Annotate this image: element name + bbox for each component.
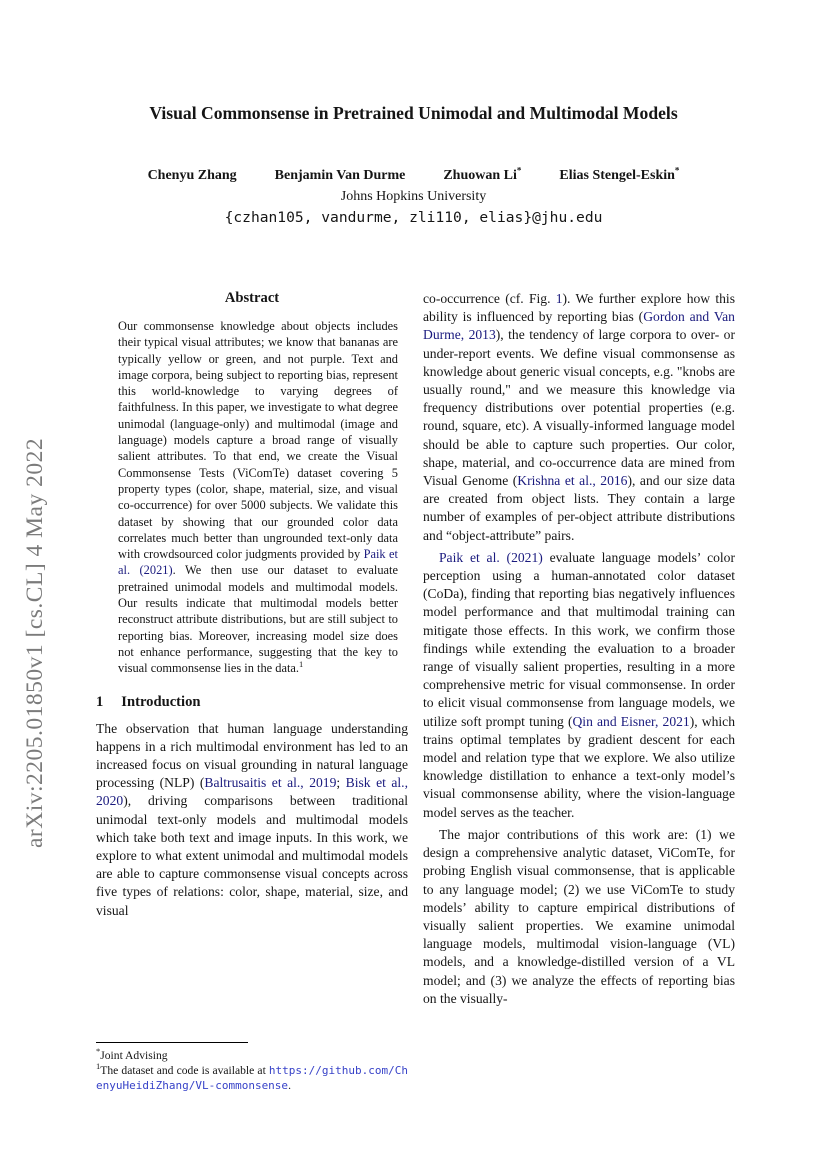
text-run: Our commonsense knowledge about objects includes their typical visual attributes; we know that bananas are typically yellow or green, and not purple. Text and image corpora, being subject to reporting bias, represent this world-knowledge to varying degrees of faithfulness. In this paper, we investigate to what degree unimodal (language-only) and multimodal (image and language) models capture a broad range of visually salient attributes. To that end, we create the Visual Commonsense Tests (ViComTe) dataset covering 5 property types (color, shape, material, size, and visual co-occurrence) for over 5000 subjects. We validate this dataset by showing that our grounded color data correlates much better than ungrounded text-only data with crowdsourced color judgments provided by [118, 319, 398, 562]
citation-link[interactable]: Baltrusaitis et al., 2019 [204, 775, 337, 791]
author-name [443, 165, 522, 184]
footnote-joint-advising [96, 1046, 408, 1064]
author-mark: * [516, 165, 522, 176]
citation-link[interactable]: Qin and Eisner, 2021 [572, 713, 690, 729]
author-name [275, 168, 406, 184]
author-emails: {czhan105, vandurme, zli110, elias}@jhu.edu [224, 209, 603, 226]
text-run: ), driving comparisons between traditional unimodal text-only models and multimodal models which take both text and image inputs. In this work, we explore to what extent unimodal and multimodal models are able to capture commonsense visual concepts across five types of relations: color, shape, material, size, and visual [96, 793, 408, 918]
author-text: Elias Stengel-Eskin [559, 168, 675, 183]
arxiv-watermark: arXiv:2205.01850v1 [cs.CL] 4 May 2022 [22, 437, 48, 848]
author-name [559, 165, 680, 184]
author-name [148, 168, 237, 184]
text-run: co-occurrence (cf. Fig. [423, 291, 556, 306]
section-number: 1 [96, 693, 104, 710]
abstract-text [96, 318, 408, 677]
right-paragraph-2 [423, 549, 735, 822]
citation-link[interactable]: Paik et al. (2021) [439, 549, 543, 565]
paper-header [48, 103, 779, 226]
paper-title: Visual Commonsense in Pretrained Unimodal and Multimodal Models [149, 103, 678, 123]
citation-link[interactable]: Gordon and Van Durme, 2013 [423, 309, 735, 343]
footnote-block [96, 1042, 408, 1093]
abstract-heading: Abstract [224, 290, 280, 306]
intro-paragraph-1 [96, 720, 408, 920]
text-run: . [288, 1078, 291, 1092]
footnote-rule [96, 1042, 248, 1043]
text-run: evaluate language models’ color perception using a human-annotated color dataset (CoDa), finding that reporting bias negatively influences model performance and that multimodal training can mitigate those effects. In this work, we confirm those findings while extending the evaluation to a broader range of visually salient properties, resulting in a more comprehensive metric for visual commonsense. In order to elicit visual commonsense from language models, we utilize soft prompt tuning ( [423, 549, 735, 729]
footnote-marker: * [96, 1046, 101, 1057]
author-list [48, 165, 779, 184]
citation-link[interactable]: Krishna et al., 2016 [517, 473, 628, 489]
text-run: The observation that human language understanding happens in a rich multimodal environment has led to an increased focus on visual grounding in natural language processing (NLP) ( [96, 720, 408, 791]
footnote-text [96, 1064, 408, 1092]
url-link[interactable]: https://github.com/ChenyuHeidiZhang/VL-commonsense [96, 1063, 408, 1092]
right-paragraph-1 [423, 290, 735, 545]
text-run: The major contributions of this work are: (1) we design a comprehensive analytic dataset, ViComTe, for probing English visual commonsense, that is applicable to any language model; (2) we use ViComTe to study models’ ability to capture empirical distributions of visually salient properties. We examine unimodal language models, multimodal vision-language (VL) models, and a knowledge-distilled version of a VL model; and (3) we analyze the effects of reporting bias on the visually- [423, 826, 735, 1006]
footnote-marker: 1 [96, 1060, 101, 1071]
text-run: The dataset and code is available at [100, 1063, 269, 1077]
footnote-marker: 1 [299, 659, 304, 670]
author-mark: * [674, 165, 680, 176]
text-run: ), which trains optimal templates by gradient descent for each model and relation type that we explore. We also utilize knowledge distillation to enhance a text-only model’s visual commonsense ability, where the vision-language model serves as the teacher. [423, 713, 735, 820]
text-run: ; [336, 775, 346, 791]
citation-link[interactable]: Bisk et al., 2020 [96, 775, 408, 809]
right-paragraph-3 [423, 826, 735, 1008]
text-run: . We then use our dataset to evaluate pretrained unimodal models and multimodal models. Our results indicate that multimodal models better reconstruct attribute distributions, but are still subject to reporting bias. Moreover, increasing model size does not enhance performance, suggesting that the key to visual commonsense lies in the data. [118, 563, 398, 676]
text-run: ), the tendency of large corpora to over- or under-report events. We define visual commonsense as knowledge about generic visual concepts, e.g. "knobs are usually round," and we measure this knowledge via frequency distributions over potential properties (e.g. round, square, etc). A visually-informed language model should be able to capture such properties. Our color, shape, material, and co-occurrence data are mined from Visual Genome ( [423, 327, 735, 489]
affiliation: Johns Hopkins University [340, 189, 487, 204]
text-run: ). We further explore how this ability is influenced by reporting bias ( [423, 291, 735, 325]
citation-link[interactable]: Paik et al. (2021) [118, 547, 398, 578]
footnote-dataset [96, 1060, 408, 1094]
section-title: Introduction [121, 693, 201, 710]
citation-link[interactable]: 1 [555, 291, 563, 306]
text-run: ), and our size data are created from object lists. They contain a large number of examples of per-object attribute distributions and “object-attribute” pairs. [423, 473, 735, 543]
author-text: Chenyu Zhang [147, 168, 237, 183]
footnote-text: Joint Advising [100, 1049, 168, 1062]
author-text: Zhuowan Li [443, 168, 517, 183]
left-column [96, 290, 408, 1038]
right-column [423, 290, 735, 1118]
section-heading-introduction [96, 694, 408, 711]
author-text: Benjamin Van Durme [274, 168, 406, 183]
